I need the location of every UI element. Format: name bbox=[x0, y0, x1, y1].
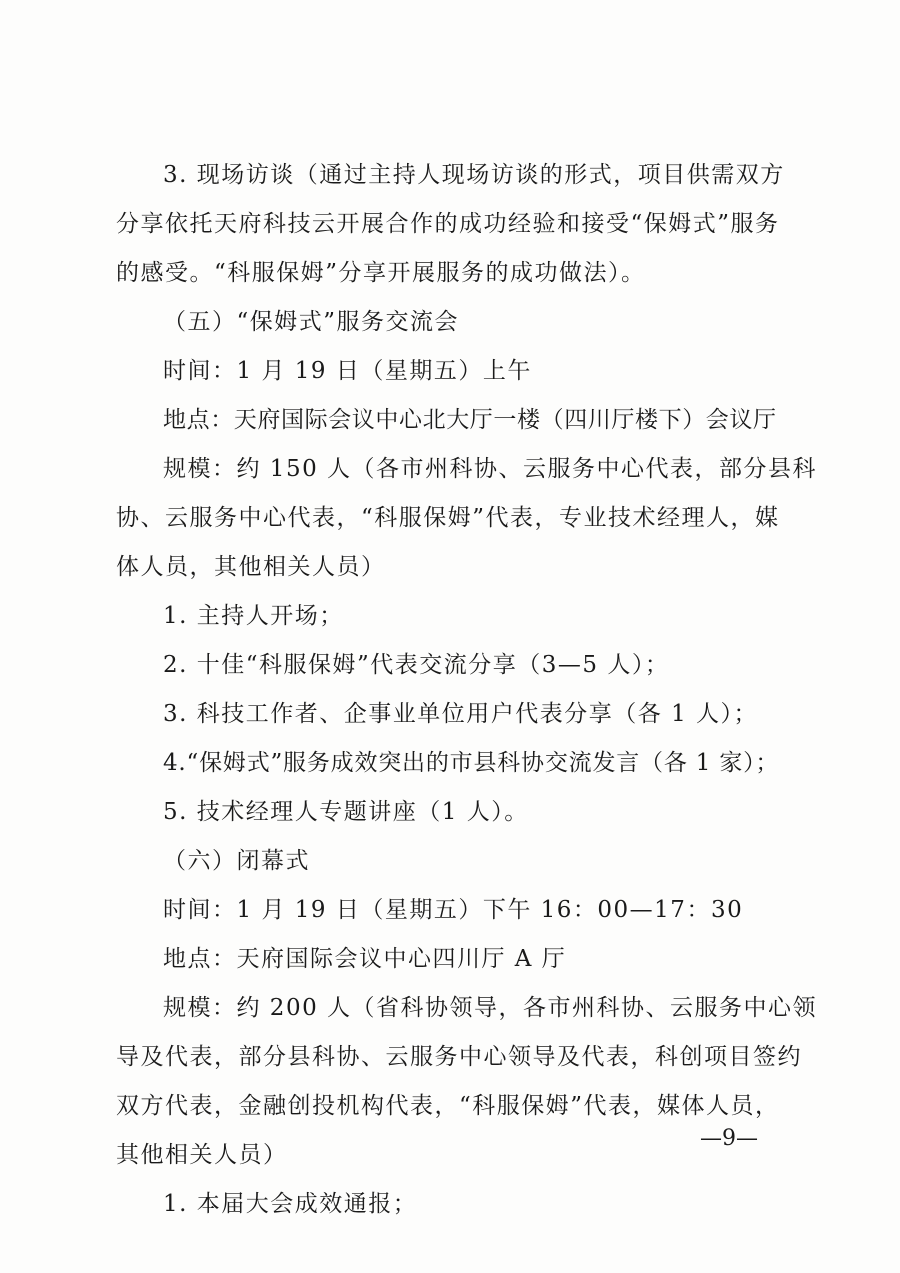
section-5-item-4: 4.“保姆式”服务成效突出的市县科协交流发言（各 1 家）； bbox=[163, 750, 780, 776]
section-6-scale-line-2: 导及代表，部分县科协、云服务中心领导及代表，科创项目签约 bbox=[116, 1044, 802, 1070]
section-5-item-2: 2. 十佳“科服保姆”代表交流分享（3—5 人）； bbox=[163, 652, 670, 678]
interview-line-3: 的感受。“科服保姆”分享开展服务的成功做法）。 bbox=[116, 260, 646, 286]
interview-line-1: 3. 现场访谈（通过主持人现场访谈的形式，项目供需双方 bbox=[163, 162, 785, 188]
section-6-scale-line-1: 规模：约 200 人（省科协领导，各市州科协、云服务中心领 bbox=[163, 995, 818, 1021]
section-5-scale-line-2: 协、云服务中心代表，“科服保姆”代表，专业技术经理人，媒 bbox=[116, 505, 780, 531]
section-5-time: 时间：1 月 19 日（星期五）上午 bbox=[163, 358, 532, 384]
section-5-scale-line-3: 体人员，其他相关人员） bbox=[116, 554, 386, 580]
section-6-item-1: 1. 本届大会成效通报； bbox=[163, 1191, 418, 1217]
section-6-heading: （六）闭幕式 bbox=[163, 848, 310, 874]
section-5-location: 地点：天府国际会议中心北大厅一楼（四川厅楼下）会议厅 bbox=[163, 407, 777, 433]
section-6-scale-line-4: 其他相关人员） bbox=[116, 1142, 288, 1168]
interview-line-2: 分享依托天府科技云开展合作的成功经验和接受“保姆式”服务 bbox=[116, 211, 780, 237]
section-6-scale-line-3: 双方代表，金融创投机构代表，“科服保姆”代表，媒体人员， bbox=[116, 1093, 780, 1119]
section-5-item-1: 1. 主持人开场； bbox=[163, 603, 344, 629]
section-6-location: 地点：天府国际会议中心四川厅 A 厅 bbox=[163, 946, 567, 972]
section-5-scale-line-1: 规模：约 150 人（各市州科协、云服务中心代表，部分县科 bbox=[163, 456, 818, 482]
section-6-time: 时间：1 月 19 日（星期五）下午 16：00—17：30 bbox=[163, 897, 744, 923]
section-5-item-5: 5. 技术经理人专题讲座（1 人）。 bbox=[163, 799, 529, 825]
section-5-heading: （五）“保姆式”服务交流会 bbox=[163, 309, 460, 335]
section-5-item-3: 3. 科技工作者、企事业单位用户代表分享（各 1 人）； bbox=[163, 701, 759, 727]
page-number: —9— bbox=[700, 1126, 758, 1151]
